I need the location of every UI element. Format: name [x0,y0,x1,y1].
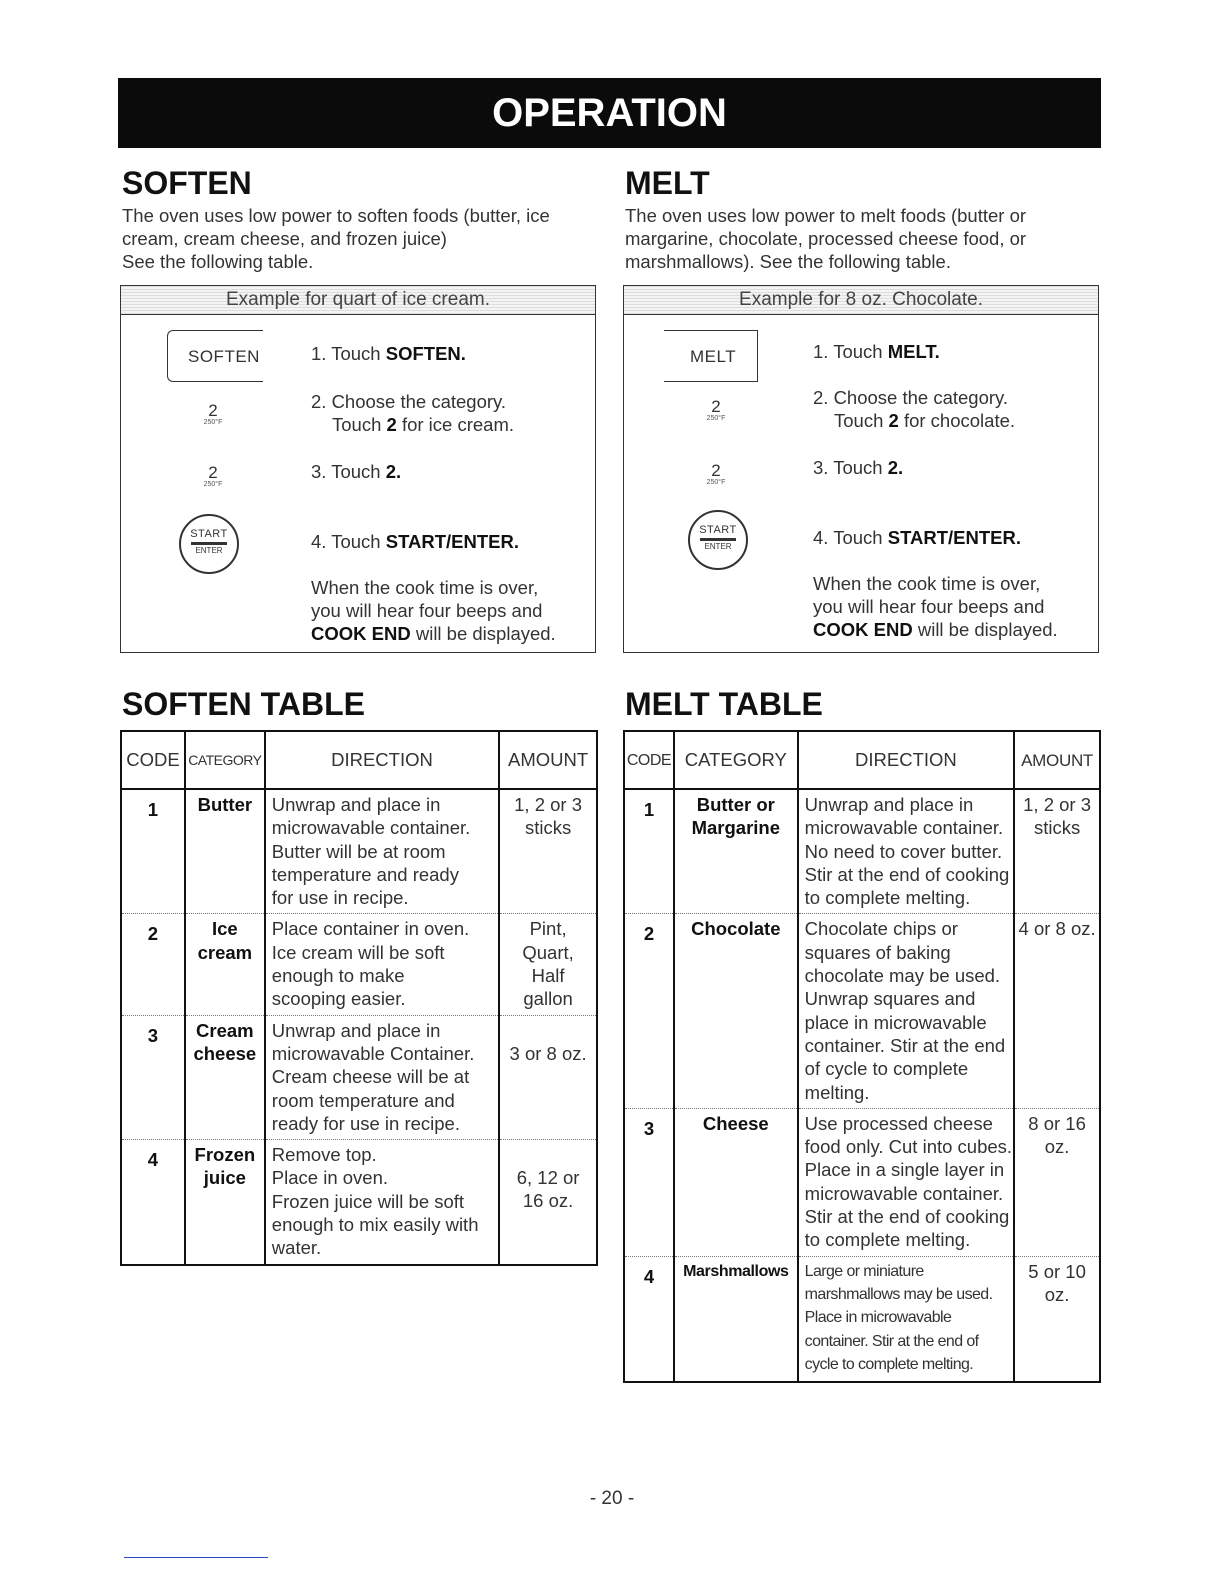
table-row [121,789,597,914]
step-bold: 2. [385,461,402,482]
note-text: will be displayed. [410,623,556,644]
cell-line: Ice [211,918,238,940]
number-2-key-icon [696,398,736,423]
start-label: START [699,524,737,536]
direction-cell [798,1256,1015,1382]
header-amount [1014,731,1100,789]
step-bold: MELT. [887,341,940,362]
amount-cell [1014,914,1100,1108]
table-row [121,1015,597,1139]
cell-line: Quart, [522,941,574,963]
direction-cell [798,789,1015,914]
intro-line: The oven uses low power to soften foods (butter, ice [122,205,550,226]
header-text: AMOUNT [1021,750,1094,770]
cell-line: oz. [1044,1283,1070,1305]
amount-cell [499,1140,597,1265]
key-digit: 2 [208,401,218,420]
cell-line: for use in recipe. [271,887,409,909]
cell-line: Cheese [702,1112,769,1134]
code-cell [624,789,674,914]
amount-cell [1014,1108,1100,1256]
note-text: will be displayed. [912,619,1058,640]
header-direction: DIRECTION [265,731,499,789]
category-cell [674,914,798,1108]
cell-line: Place in oven. [271,1167,389,1189]
cell-line: 1 [147,799,159,820]
cell-line: Margarine [691,817,781,839]
note-line: you will hear four beeps and [311,600,543,621]
cell-line: Cream cheese will be at [271,1066,470,1088]
cell-line: juice [203,1167,246,1189]
melt-section [623,160,1101,653]
cell-line: chocolate may be used. [804,965,1001,987]
cell-line: Cream [196,1019,254,1041]
cell-line: gallon [523,988,573,1010]
note-line [311,622,556,645]
direction-cell [265,789,499,914]
cell-line: Large or miniature [804,1262,924,1280]
note-line: you will hear four beeps and [813,596,1045,617]
cell-line: 5 or 10 [1028,1260,1086,1282]
cell-line: cheese [193,1042,257,1064]
enter-label: ENTER [195,546,223,555]
step-2 [311,390,514,436]
cell-line: microwavable container. [804,1182,1004,1204]
direction-cell [798,1108,1015,1256]
soften-key-icon: SOFTEN [167,330,263,382]
cell-line: sticks [524,817,572,839]
step-4 [311,530,519,553]
header-category: CATEGORY [674,731,798,789]
soften-section [120,160,598,653]
step-bold: 2 [386,414,397,435]
cell-line: 4 or 8 oz. [1018,918,1096,940]
step-text: 2. Choose the category. [813,387,1009,408]
step-line [311,413,514,436]
soften-example-box [120,285,596,653]
step-text: 4. Touch [813,527,888,548]
cell-line: to complete melting. [804,887,971,909]
code-cell [624,1256,674,1382]
key-sublabel: 250°F [203,481,223,488]
amount-cell [1014,1256,1100,1382]
melt-table-title: MELT TABLE [625,686,823,722]
cell-line: sticks [1033,817,1081,839]
code-cell [624,914,674,1108]
note-line [813,618,1058,641]
cell-line: microwavable Container. [271,1042,475,1064]
cell-line: melting. [804,1081,870,1103]
table-row [624,914,1100,1108]
cell-line: scooping easier. [271,988,406,1010]
key-bar [700,538,736,541]
intro-line: See the following table. [122,251,314,272]
melt-title: MELT [625,165,710,201]
enter-label: ENTER [704,542,732,551]
start-label: START [190,528,228,540]
code-cell [121,1140,185,1265]
cell-line: 3 [147,1024,159,1046]
code-cell [624,1108,674,1256]
key-digit: 2 [711,461,721,480]
soften-table-title: SOFTEN TABLE [122,686,365,722]
table-header-row [624,731,1100,789]
header-code: CODE [121,731,185,789]
start-enter-key-icon [179,514,239,574]
start-enter-key-icon [688,510,748,570]
cell-line: 2 [643,923,655,945]
intro-line: margarine, chocolate, processed cheese food, or [625,228,1027,249]
cell-line: 4 [643,1265,655,1287]
step-bold: 2. [887,457,904,478]
cell-line: Ice cream will be soft [271,941,445,963]
melt-intro [625,204,1101,273]
amount-cell [1014,789,1100,914]
step-line [813,409,1015,432]
page-banner: OPERATION [118,78,1101,148]
example-title: Example for quart of ice cream. [121,286,595,315]
category-cell [185,1015,265,1139]
cell-line: Stir at the end of cooking [804,1206,1010,1228]
cell-line: 2 [147,923,159,945]
step-text: Touch [332,414,387,435]
intro-line: marshmallows). See the following table. [625,251,951,272]
table-row [624,789,1100,914]
cook-end-note [813,572,1058,641]
header-code [624,731,674,789]
code-cell [121,914,185,1015]
category-cell [674,789,798,914]
cell-line: to complete melting. [804,1229,971,1251]
step-text: Touch [834,410,889,431]
note-line: When the cook time is over, [813,573,1041,594]
cell-line: Stir at the end of cooking [804,863,1010,885]
cell-line: temperature and ready [271,863,459,885]
cell-line: 16 oz. [522,1190,574,1212]
table-row [624,1256,1100,1382]
note-bold: COOK END [813,619,913,640]
cell-line: Frozen [194,1144,256,1166]
cell-line: cycle to complete melting. [804,1356,974,1374]
cell-line: enough to make [271,965,405,987]
cell-line: 1 [643,799,655,820]
step-4 [813,526,1021,549]
example-title: Example for 8 oz. Chocolate. [624,286,1098,315]
key-bar [191,542,227,545]
cell-line: Place in a single layer in [804,1159,1005,1181]
amount-cell [499,914,597,1015]
footer-rule [124,1557,268,1558]
cell-line: room temperature and [271,1089,455,1111]
table-row [121,1140,597,1265]
header-amount: AMOUNT [499,731,597,789]
category-cell [185,1140,265,1265]
cell-line: 1, 2 or 3 [514,794,583,815]
amount-cell [499,1015,597,1139]
cell-line: enough to mix easily with [271,1214,479,1236]
melt-example-box [623,285,1099,653]
code-cell [121,789,185,914]
soften-table [120,730,598,1266]
note-bold: COOK END [311,623,411,644]
soften-table-body [121,789,597,1265]
intro-line: cream, cream cheese, and frozen juice) [122,228,447,249]
cell-line: 1, 2 or 3 [1023,794,1092,815]
key-sublabel: 250°F [203,419,223,426]
cell-line: 3 [643,1117,655,1139]
melt-table-body [624,789,1100,1382]
cell-line: Unwrap and place in [271,794,441,815]
header-text: CODE [626,752,672,770]
step-1 [311,342,466,365]
cell-line: cream [197,941,253,963]
melt-table [623,730,1101,1383]
code-cell [121,1015,185,1139]
step-text: 3. Touch [311,461,386,482]
step-bold: START/ENTER. [887,527,1022,548]
cell-line: ready for use in recipe. [271,1112,460,1134]
cell-line: Marshmallows [683,1262,789,1280]
cell-line: marshmallows may be used. [804,1286,993,1304]
table-row [121,914,597,1015]
step-3 [311,460,401,483]
amount-cell [499,789,597,914]
step-text: for ice cream. [396,414,515,435]
intro-line: The oven uses low power to melt foods (butter or [625,205,1027,226]
category-cell [674,1256,798,1382]
cell-line: food only. Cut into cubes. [804,1136,1013,1158]
cell-line: 8 or 16 [1028,1112,1086,1134]
cell-line: 4 [147,1149,159,1171]
category-cell [674,1108,798,1256]
cell-line: Butter or [696,794,775,815]
cell-line: Remove top. [271,1144,377,1166]
cell-line: squares of baking [804,941,951,963]
step-text: 1. Touch [813,341,888,362]
direction-cell [265,1140,499,1265]
step-text: for chocolate. [898,410,1016,431]
step-1 [813,340,940,363]
cell-line: Unwrap and place in [804,794,974,815]
cell-line: 6, 12 or [516,1167,580,1189]
cell-line: Chocolate [691,918,781,940]
cell-line: Unwrap squares and [804,988,976,1010]
cell-line: microwavable container. [271,817,471,839]
cell-line: Frozen juice will be soft [271,1190,465,1212]
key-sublabel: 250°F [706,479,726,486]
cell-line: Pint, [529,918,567,940]
cell-line: oz. [1044,1136,1070,1158]
table-header-row [121,731,597,789]
table-row [624,1108,1100,1256]
cell-line: microwavable container. [804,817,1004,839]
key-digit: 2 [208,463,218,482]
cell-line: Half [531,965,565,987]
note-line: When the cook time is over, [311,577,539,598]
number-2-key-icon [193,402,233,427]
key-digit: 2 [711,397,721,416]
key-sublabel: 250°F [706,415,726,422]
step-2 [813,386,1015,432]
cell-line: Place container in oven. [271,918,470,940]
cell-line: place in microwavable [804,1011,987,1033]
step-bold: 2 [888,410,899,431]
step-3 [813,456,903,479]
direction-cell [798,914,1015,1108]
cell-line: of cycle to complete [804,1058,969,1080]
category-cell [185,914,265,1015]
direction-cell [265,1015,499,1139]
number-2-key-icon [696,462,736,487]
soften-intro [122,204,598,273]
cell-line: Chocolate chips or [804,918,958,940]
step-bold: SOFTEN. [385,343,466,364]
category-cell [185,789,265,914]
cell-line: Place in microwavable [804,1309,952,1327]
step-text: 1. Touch [311,343,386,364]
cell-line: water. [271,1237,322,1259]
cell-line: Butter will be at room [271,840,446,862]
cell-line: No need to cover butter. [804,840,1003,862]
cell-line: container. Stir at the end of [804,1332,979,1350]
cell-line: Unwrap and place in [271,1019,441,1041]
cell-line: container. Stir at the end [804,1034,1006,1056]
cell-line: Butter [197,794,253,815]
header-direction: DIRECTION [798,731,1015,789]
cell-line: 3 or 8 oz. [509,1042,587,1064]
header-category [185,731,265,789]
direction-cell [265,914,499,1015]
step-text: 3. Touch [813,457,888,478]
step-bold: START/ENTER. [385,531,520,552]
number-2-key-icon [193,464,233,489]
cook-end-note [311,576,556,645]
melt-key-icon: MELT [664,330,758,382]
cell-line: Use processed cheese [804,1112,993,1134]
page-number: - 20 - [589,1488,635,1509]
soften-title: SOFTEN [122,165,252,201]
step-text: 2. Choose the category. [311,391,507,412]
header-text: CATEGORY [188,752,262,769]
step-text: 4. Touch [311,531,386,552]
